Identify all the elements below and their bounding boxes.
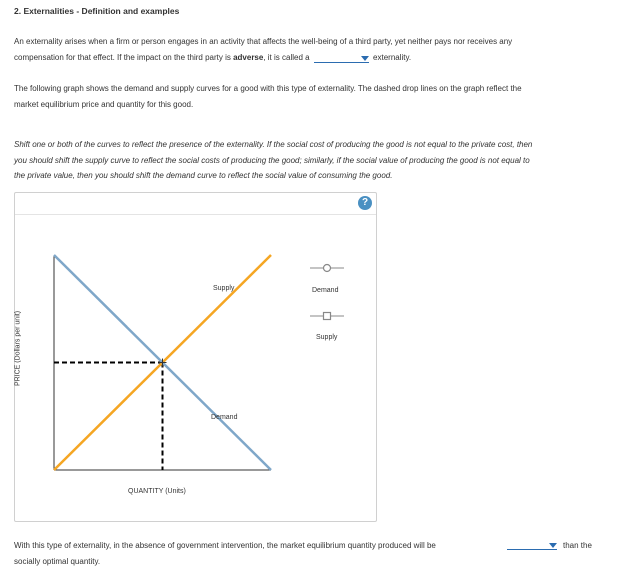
- demand-curve-label: Demand: [211, 414, 238, 421]
- intro-line-2-end: externality.: [373, 52, 412, 62]
- graph-description-line-1: The following graph shows the demand and supply curves for a good with this type of externality. The dashed drop lines on the graph reflect the: [14, 84, 522, 93]
- quantity-comparison-dropdown[interactable]: [507, 540, 557, 550]
- legend-supply-marker[interactable]: [310, 313, 344, 320]
- legend-demand-marker[interactable]: [310, 265, 344, 272]
- intro-line-1: An externality arises when a firm or person engages in an activity that affects the well-being of a third party, yet neither pays nor receives any: [14, 37, 513, 46]
- conclusion-line-1: With this type of externality, in the absence of government intervention, the market equilibrium quantity produced will be: [14, 541, 436, 550]
- section-heading: 2. Externalities - Definition and examples: [14, 6, 180, 16]
- dropdown-caret-icon: [549, 543, 557, 548]
- y-axis-label: PRICE (Dollars per unit): [14, 310, 22, 387]
- circle-marker-icon[interactable]: [324, 265, 331, 272]
- conclusion-line-2: socially optimal quantity.: [14, 556, 101, 566]
- intro-line-2-start: compensation for that effect. If the impact on the third party is: [14, 52, 234, 62]
- instructions-line-3: the private value, then you should shift the demand curve to reflect the social value of consuming the good.: [14, 171, 393, 180]
- supply-curve-label: Supply: [213, 285, 235, 292]
- help-icon[interactable]: ?: [358, 196, 372, 210]
- intro-bold-adverse: adverse: [233, 52, 264, 62]
- x-axis-label: QUANTITY (Units): [128, 488, 186, 495]
- graph-description-line-2: market equilibrium price and quantity for this good.: [14, 99, 194, 109]
- instructions-line-2: you should shift the supply curve to reflect the social costs of producing the good; similarly, if the social value of producing the good is not equal to: [14, 155, 530, 165]
- instructions-line-1: Shift one or both of the curves to reflect the presence of the externality. If the social cost of producing the good is not equal to the private cost, then: [14, 140, 533, 149]
- intro-line-2-mid: , it is called a: [263, 52, 310, 62]
- square-marker-icon[interactable]: [324, 313, 331, 320]
- conclusion-line-1-end: than the: [563, 541, 592, 550]
- legend-demand-label: Demand: [312, 287, 339, 294]
- chart-layer: [54, 255, 271, 470]
- legend-supply-label: Supply: [316, 334, 338, 341]
